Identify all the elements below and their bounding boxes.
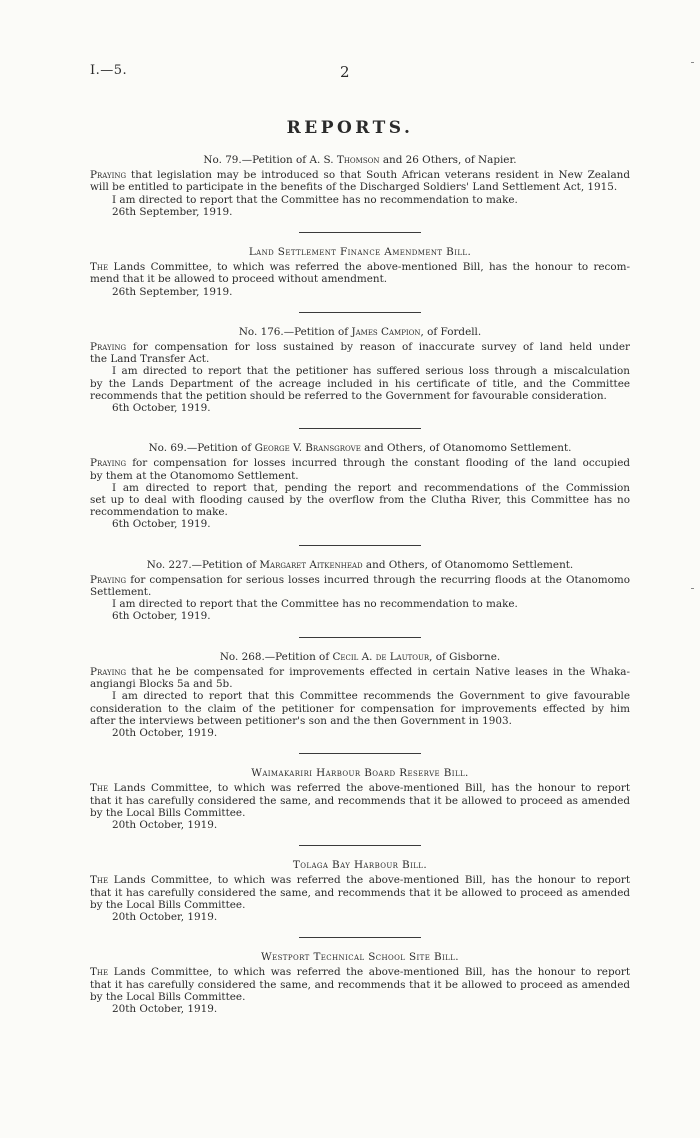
lead-word: Praying (90, 169, 127, 182)
heading-prefix: No. 227.—Petition of (146, 558, 260, 571)
report-section (90, 559, 630, 623)
lead-word: The (90, 261, 109, 274)
body-line: by the Local Bills Committee. (90, 806, 246, 819)
report-date: 6th October, 1919. (112, 610, 211, 623)
section-divider (299, 232, 421, 233)
report-date: 20th October, 1919. (112, 910, 218, 923)
report-line: I am directed to report that the Committee has no recommendation to make. (112, 598, 518, 611)
section-heading (90, 559, 630, 571)
report-section (90, 154, 630, 218)
report-line: set up to deal with flooding caused by the overflow from the Clutha River, this Committee has no (90, 494, 630, 507)
body-line: Settlement. (90, 586, 152, 599)
body-line: that it has carefully considered the same, and recommends that it be allowed to proceed as amended (90, 978, 630, 991)
heading-suffix: and Others, of Otanomomo Settlement. (360, 442, 572, 455)
body-text: Lands Committee, to which was referred the above-mentioned Bill, has the honour to report (108, 782, 630, 795)
heading-suffix: , of Gisborne. (429, 650, 501, 663)
bill-title: Land Settlement Finance Amendment Bill. (248, 246, 472, 259)
body-line (90, 457, 630, 469)
report-section (90, 651, 630, 739)
heading-prefix: No. 79.—Petition of (203, 154, 310, 166)
body-text: that legislation may be introduced so that South African veterans resident in New Zealand (126, 169, 630, 182)
body-line (90, 261, 630, 273)
page-title: REPORTS. (286, 118, 414, 138)
body-line: the Land Transfer Act. (90, 353, 210, 366)
report-line: consideration to the claim of the petitioner for compensation for improvements effected by him (90, 702, 630, 715)
bill-title: Westport Technical School Site Bill. (261, 951, 459, 964)
heading-suffix: and Others, of Otanomomo Settlement. (362, 558, 574, 571)
body-text: for compensation for loss sustained by reason of inaccurate survey of land held under (126, 341, 630, 354)
body-text: Lands Committee, to which was referred the above-mentioned Bill, has the honour to report (108, 966, 630, 979)
report-line: I am directed to report that this Committee recommends the Government to give favourable (112, 690, 630, 703)
body-line (90, 782, 630, 794)
heading-prefix: No. 176.—Petition of (238, 325, 352, 338)
bill-title: Waimakariri Harbour Board Reserve Bill. (251, 767, 469, 780)
lead-word: Praying (90, 573, 127, 586)
lead-word: The (90, 874, 109, 887)
petitioner-name: A. S. Thomson (309, 154, 380, 166)
body-line (90, 966, 630, 978)
report-date: 26th September, 1919. (112, 285, 233, 298)
body-line (90, 874, 630, 886)
body-text: Lands Committee, to which was referred the above-mentioned Bill, has the honour to recom- (108, 261, 630, 274)
report-date: 20th October, 1919. (112, 1002, 218, 1015)
heading-prefix: No. 69.—Petition of (148, 442, 255, 455)
reports-body (90, 154, 630, 1015)
report-section (90, 246, 630, 298)
body-line (90, 341, 630, 353)
section-divider (299, 312, 421, 313)
report-date: 26th September, 1919. (112, 205, 233, 218)
body-line: will be entitled to participate in the benefits of the Discharged Soldiers' Land Settlement Act, 1915. (90, 181, 618, 194)
section-heading (90, 651, 630, 663)
section-heading (90, 767, 630, 779)
petitioner-name: James Campion (351, 325, 421, 338)
report-line: after the interviews between petitioner's son and the then Government in 1903. (90, 714, 512, 727)
body-text: that he be compensated for improvements effected in certain Native leases in the Whaka- (126, 665, 630, 678)
body-line: mend that it be allowed to proceed without amendment. (90, 273, 388, 286)
section-divider (299, 753, 421, 754)
report-line: recommends that the petition should be referred to the Government for favourable consideration. (90, 389, 607, 402)
body-line: that it has carefully considered the same, and recommends that it be allowed to proceed as amended (90, 886, 630, 899)
body-line: by the Local Bills Committee. (90, 990, 246, 1003)
document-reference: I.—5. (90, 63, 128, 78)
section-divider (299, 428, 421, 429)
report-section (90, 442, 630, 530)
report-line: I am directed to report that the Committee has no recommendation to make. (112, 193, 518, 206)
section-heading (90, 442, 630, 454)
body-line (90, 574, 630, 586)
report-line: by the Lands Department of the acreage included in his certificate of title, and the Committee (90, 377, 630, 390)
section-divider (299, 545, 421, 546)
body-line: by them at the Otanomomo Settlement. (90, 469, 299, 482)
report-date: 6th October, 1919. (112, 402, 211, 415)
section-divider (299, 845, 421, 846)
section-heading (90, 246, 630, 258)
heading-prefix: No. 268.—Petition of (219, 650, 333, 663)
report-date: 20th October, 1919. (112, 726, 218, 739)
report-date: 6th October, 1919. (112, 518, 211, 531)
report-section (90, 767, 630, 831)
section-heading (90, 326, 630, 338)
report-line: recommendation to make. (90, 506, 228, 519)
section-heading (90, 859, 630, 871)
bill-title: Tolaga Bay Harbour Bill. (292, 859, 428, 872)
body-text: Lands Committee, to which was referred the above-mentioned Bill, has the honour to report (108, 874, 630, 887)
body-line: that it has carefully considered the same, and recommends that it be allowed to proceed as amended (90, 794, 630, 807)
body-line: by the Local Bills Committee. (90, 898, 246, 911)
lead-word: Praying (90, 665, 127, 678)
lead-word: Praying (90, 457, 127, 470)
body-text: for compensation for serious losses incurred through the recurring floods at the Otanomomo (126, 573, 630, 586)
lead-word: The (90, 966, 109, 979)
heading-suffix: and 26 Others, of Napier. (379, 154, 517, 166)
report-section (90, 859, 630, 923)
report-line: I am directed to report that, pending the report and recommendations of the Commission (112, 481, 630, 494)
body-line (90, 169, 630, 181)
section-divider (299, 937, 421, 938)
section-divider (299, 637, 421, 638)
report-line: I am directed to report that the petitioner has suffered serious loss through a miscalculation (112, 365, 630, 378)
scan-mark (691, 588, 694, 589)
scan-mark (691, 62, 694, 63)
report-date: 20th October, 1919. (112, 818, 218, 831)
section-heading (90, 154, 630, 166)
petitioner-name: Margaret Aitkenhead (259, 558, 363, 571)
section-heading (90, 951, 630, 963)
body-line: angiangi Blocks 5a and 5b. (90, 678, 233, 691)
petitioner-name: George V. Bransgrove (254, 442, 361, 455)
report-section (90, 951, 630, 1015)
body-line (90, 666, 630, 678)
body-text: for compensation for losses incurred through the constant flooding of the land occupied (126, 457, 630, 470)
page-number: 2 (340, 63, 350, 81)
report-section (90, 326, 630, 414)
petitioner-name: Cecil A. de Lautour (332, 650, 430, 663)
lead-word: The (90, 782, 109, 795)
lead-word: Praying (90, 341, 127, 354)
heading-suffix: , of Fordell. (420, 325, 482, 338)
